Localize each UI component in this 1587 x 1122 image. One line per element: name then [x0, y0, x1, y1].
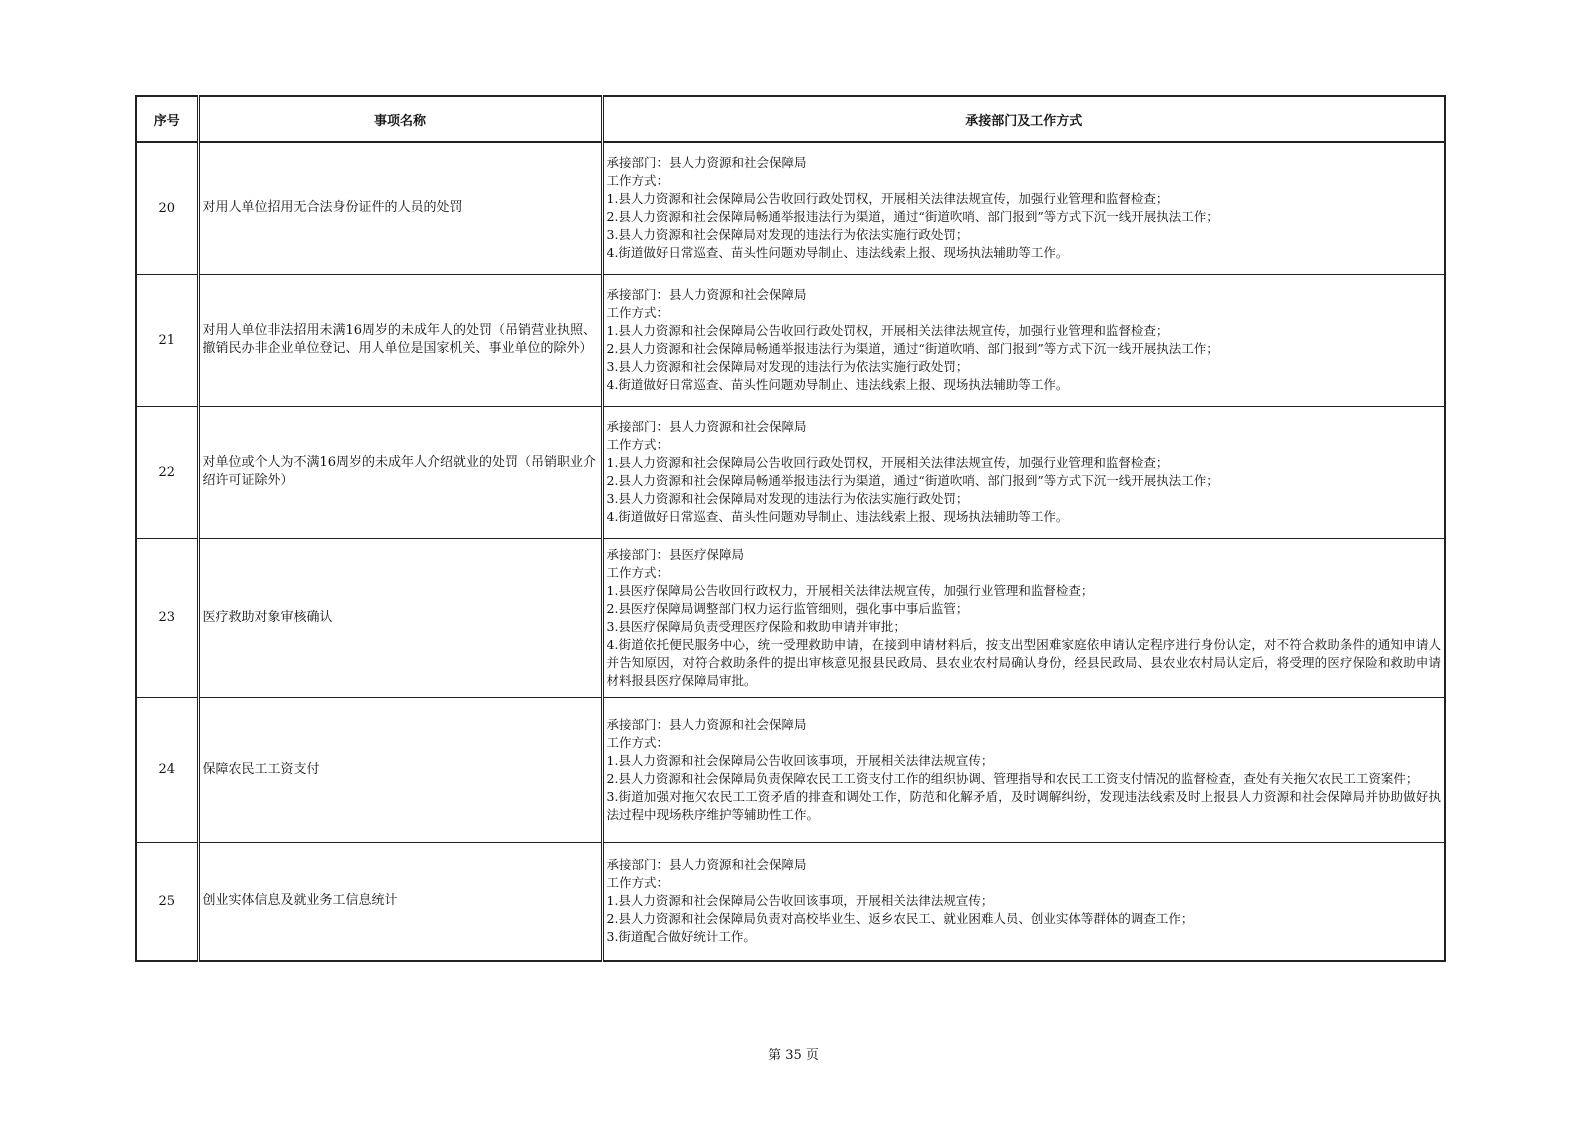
items-table — [135, 95, 1446, 962]
description-line: 2.县人力资源和社会保障局负责对高校毕业生、返乡农民工、就业困难人员、创业实体等群体的调查工作； — [606, 911, 1194, 927]
item-name: 对用人单位非法招用未满16周岁的未成年人的处罚（吊销营业执照、撤销民办非企业单位登记、用人单位是国家机关、事业单位的除外） — [198, 274, 602, 406]
row-number: 23 — [136, 538, 198, 697]
table-row — [136, 142, 1445, 274]
item-name: 对单位或个人为不满16周岁的未成年人介绍就业的处罚（吊销职业介绍许可证除外） — [198, 406, 602, 538]
item-description — [602, 142, 1445, 274]
description-line: 1.县医疗保障局公告收回行政权力，开展相关法律法规宣传，加强行业管理和监督检查； — [606, 582, 1094, 598]
description-line: 1.县人力资源和社会保障局公告收回该事项，开展相关法律法规宣传； — [606, 893, 994, 909]
description-line: 工作方式： — [606, 437, 670, 452]
row-number: 20 — [136, 142, 198, 274]
description-line: 2.县人力资源和社会保障局畅通举报违法行为渠道，通过“街道吹哨、部门报到”等方式下沉一线开展执法工作； — [606, 341, 1219, 356]
description-line: 2.县人力资源和社会保障局畅通举报违法行为渠道，通过“街道吹哨、部门报到”等方式下沉一线开展执法工作； — [606, 473, 1219, 488]
description-line: 2.县人力资源和社会保障局畅通举报违法行为渠道，通过“街道吹哨、部门报到”等方式下沉一线开展执法工作； — [606, 209, 1219, 225]
description-line: 4.街道做好日常巡查、苗头性问题劝导制止、违法线索上报、现场执法辅助等工作。 — [606, 377, 1069, 392]
item-description — [602, 697, 1445, 842]
description-line: 承接部门：县人力资源和社会保障局 — [606, 155, 807, 171]
description-line: 1.县人力资源和社会保障局公告收回行政处罚权，开展相关法律法规宣传，加强行业管理和监督检查； — [606, 455, 1169, 470]
table-row — [136, 697, 1445, 842]
row-number: 21 — [136, 274, 198, 406]
item-description — [602, 274, 1445, 406]
description-line: 3.县人力资源和社会保障局对发现的违法行为依法实施行政处罚； — [606, 491, 969, 506]
item-name: 创业实体信息及就业务工信息统计 — [198, 842, 602, 961]
description-line: 2.县人力资源和社会保障局负责保障农民工工资支付工作的组织协调、管理指导和农民工工资支付情况的监督检查，查处有关拖欠农民工工资案件； — [606, 770, 1419, 786]
item-name: 医疗救助对象审核确认 — [198, 538, 602, 697]
description-line: 3.街道配合做好统计工作。 — [606, 929, 756, 945]
header-name: 事项名称 — [198, 96, 602, 142]
table-body — [136, 142, 1445, 961]
row-number: 25 — [136, 842, 198, 961]
page-number: 第 35 页 — [768, 1048, 819, 1063]
table-row — [136, 274, 1445, 406]
description-line: 承接部门：县人力资源和社会保障局 — [606, 716, 807, 732]
description-line: 3.县医疗保障局负责受理医疗保险和救助申请并审批； — [606, 618, 906, 634]
row-number: 22 — [136, 406, 198, 538]
description-line: 4.街道依托便民服务中心，统一受理救助申请，在接到申请材料后，按支出型困难家庭依申请认定程序进行身份认定，对不符合救助条件的通知申请人并告知原因，对符合救助条件的提出审核意见报县民政局、县农业农村局确认身份，经县民政局、县农业农村局认定后，将受理的医疗保险和救助申请材料报县医疗保障局审批。 — [606, 636, 1441, 688]
description-line: 4.街道做好日常巡查、苗头性问题劝导制止、违法线索上报、现场执法辅助等工作。 — [606, 245, 1069, 261]
description-line: 工作方式： — [606, 564, 670, 580]
description-line: 3.县人力资源和社会保障局对发现的违法行为依法实施行政处罚； — [606, 227, 969, 243]
description-line: 3.县人力资源和社会保障局对发现的违法行为依法实施行政处罚； — [606, 359, 969, 374]
description-line: 工作方式： — [606, 875, 670, 891]
row-number: 24 — [136, 697, 198, 842]
description-line: 承接部门：县人力资源和社会保障局 — [606, 419, 807, 434]
description-line: 2.县医疗保障局调整部门权力运行监管细则，强化事中事后监管； — [606, 600, 969, 616]
description-line: 工作方式： — [606, 734, 670, 750]
description-line: 承接部门：县人力资源和社会保障局 — [606, 857, 807, 873]
table-row — [136, 842, 1445, 961]
description-line: 1.县人力资源和社会保障局公告收回该事项，开展相关法律法规宣传； — [606, 752, 994, 768]
description-line: 承接部门：县医疗保障局 — [606, 546, 745, 562]
description-line: 4.街道做好日常巡查、苗头性问题劝导制止、违法线索上报、现场执法辅助等工作。 — [606, 509, 1069, 524]
description-line: 工作方式： — [606, 173, 670, 189]
item-description — [602, 538, 1445, 697]
item-name: 对用人单位招用无合法身份证件的人员的处罚 — [198, 142, 602, 274]
description-line: 3.街道加强对拖欠农民工工资矛盾的排查和调处工作，防范和化解矛盾，及时调解纠纷，发现违法线索及时上报县人力资源和社会保障局并协助做好执法过程中现场秩序维护等辅助性工作。 — [606, 788, 1441, 822]
description-line: 1.县人力资源和社会保障局公告收回行政处罚权，开展相关法律法规宣传，加强行业管理和监督检查； — [606, 191, 1169, 207]
table-header — [136, 96, 1445, 142]
description-line: 1.县人力资源和社会保障局公告收回行政处罚权，开展相关法律法规宣传，加强行业管理和监督检查； — [606, 323, 1169, 338]
description-line: 工作方式： — [606, 305, 670, 320]
header-desc: 承接部门及工作方式 — [602, 96, 1445, 142]
item-description — [602, 406, 1445, 538]
table-row — [136, 406, 1445, 538]
description-line: 承接部门：县人力资源和社会保障局 — [606, 287, 807, 302]
header-no: 序号 — [136, 96, 198, 142]
table-row — [136, 538, 1445, 697]
item-name: 保障农民工工资支付 — [198, 697, 602, 842]
item-description — [602, 842, 1445, 961]
